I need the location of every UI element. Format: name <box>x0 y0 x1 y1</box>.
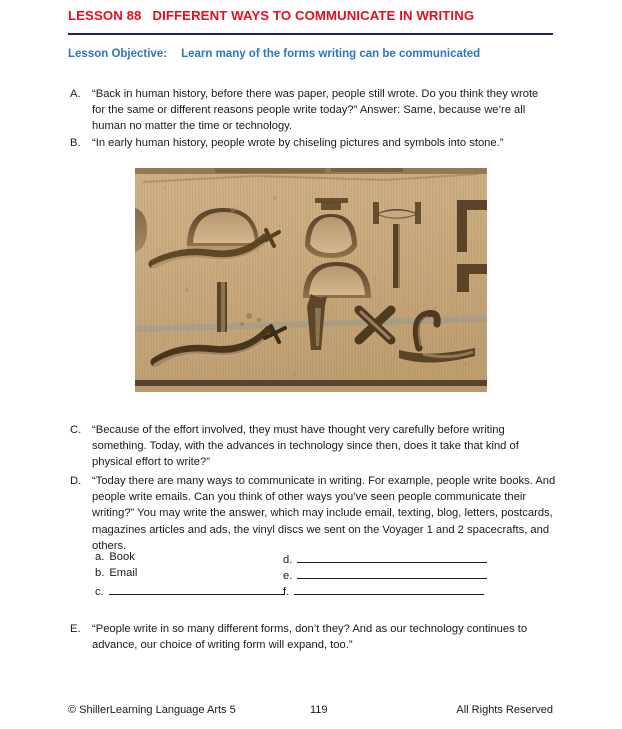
item-marker-d: D. <box>70 475 82 487</box>
answer-marker-f: f. <box>283 586 290 598</box>
item-marker-b: B. <box>70 137 81 149</box>
lesson-objective-text: Learn many of the forms writing can be communicated <box>181 48 481 60</box>
answer-marker-e: e. <box>283 570 293 582</box>
lesson-objective-label: Lesson Objective: <box>68 48 168 60</box>
item-marker-e: E. <box>70 623 81 635</box>
lesson-number: LESSON 88 <box>68 8 142 23</box>
lesson-objective <box>68 48 480 60</box>
answer-item-f[interactable] <box>283 582 484 600</box>
answer-value-a: Book <box>109 551 135 563</box>
answer-blank-f[interactable] <box>294 582 484 595</box>
item-marker-a: A. <box>70 88 81 100</box>
header-divider <box>68 33 553 35</box>
instruction-item-a <box>70 86 550 135</box>
item-text-e: “People write in so many different forms, don’t they? And as our technology continues to advance, our choice of writing form will expand, too.” <box>92 623 528 652</box>
answer-blank-e[interactable] <box>297 566 487 579</box>
answer-blank-d[interactable] <box>297 550 487 563</box>
instruction-item-c <box>70 422 550 471</box>
instruction-item-b <box>70 135 550 151</box>
answer-marker-a: a. <box>95 551 105 563</box>
answer-marker-c: c. <box>95 586 104 598</box>
footer-page-number: 119 <box>310 704 328 716</box>
lesson-title: DIFFERENT WAYS TO COMMUNICATE IN WRITING <box>152 8 475 23</box>
footer-rights: All Rights Reserved <box>456 704 553 716</box>
answer-item-a <box>95 550 135 565</box>
instruction-item-d <box>70 473 558 554</box>
page-title <box>68 8 558 23</box>
item-text-c: “Because of the effort involved, they must have thought very carefully before writing something. Today, with the advances in technology since then, does it take that kind of physical effort to write?” <box>92 424 519 469</box>
instruction-item-e <box>70 621 550 653</box>
answer-marker-d: d. <box>283 554 293 566</box>
answer-list <box>95 550 495 598</box>
answer-marker-b: b. <box>95 567 105 579</box>
item-text-a: “Back in human history, before there was paper, people still wrote. Do you think they wrote for the same or different reasons people write today?” Answer: Same, because we’re all human no matter the time or technology. <box>92 88 539 133</box>
answer-item-c[interactable] <box>95 582 284 600</box>
item-marker-c: C. <box>70 424 82 436</box>
answer-blank-c[interactable] <box>109 582 284 595</box>
item-text-b: “In early human history, people wrote by chiseling pictures and symbols into stone.” <box>92 137 504 149</box>
answer-value-b: Email <box>109 567 138 579</box>
answer-item-b <box>95 566 137 581</box>
hieroglyph-image <box>135 168 487 392</box>
item-text-d: “Today there are many ways to communicate in writing. For example, people write books. And people write emails. Can you think of other ways you’ve seen people communicate their writing?” You may write the answer, which may include email, texting, blog, letters, postcards, magazines articles and ads, the vinyl discs we sent on the Voyager 1 and 2 spacecrafts, and others. <box>92 475 556 552</box>
hieroglyph-carving-illustration <box>135 168 487 392</box>
footer-copyright: © ShillerLearning Language Arts 5 <box>68 704 236 716</box>
